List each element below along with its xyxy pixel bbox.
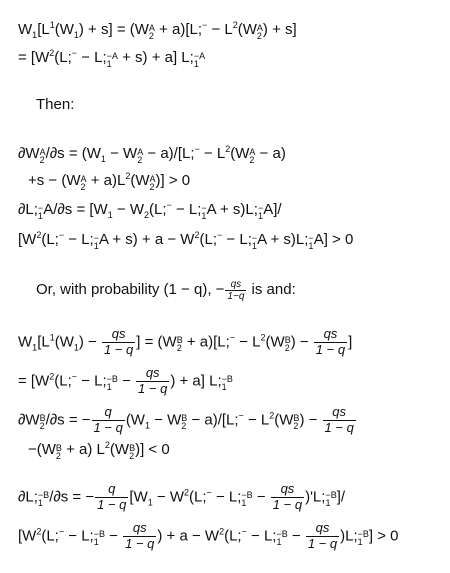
equation-1-line-2: = [$W^2(L;^- - L$; −A 1 + s) + a] L; −A 1 [18, 48, 206, 69]
equation-2-line-1: ∂W A 2 $/\partial s = (W_1 - W$ A 2 − a)/[L;− − $L^2(W$ A 2 − a) [18, 144, 286, 165]
then-label: Then: [36, 96, 75, 113]
equation-3-line-2: = [$W^2(L;^- - L$; −B 1 − $\frac{qs}{1 - q}$ ) + a] L; −B 1 [18, 365, 233, 396]
equation-3-line-4: −(W B 2 + a) $L^2(W$ B 2 )] < 0 [28, 440, 170, 461]
equation-2-line-3: ∂L; − 1 $A/\partial s = [W_1$ − $W_2(L;^- - L$; − 1 A + s)L; − 1 A]/ [18, 200, 282, 221]
equation-3-line-3: ∂W B 2 /∂s = − $\frac{q}{1 - q}$ ($W_1 - W$ B 2 − a)/[L;− − $L^2(W$ B 2 ) − $\frac{qs}{1 - q}$ [18, 404, 354, 435]
equation-3-line-1: $W_1[L^1(W_1)$ − $\frac{qs}{1 - q}$ ] = (W B 2 + a)[L;− − $L^2(W$ B 2 ) − $\frac{qs}{1 - q}$ ] [18, 326, 353, 357]
equation-2-line-4: [$W^2(L;^- - L$; − 1 $A + s) + a - W^2(L;^- - L$; − 1 A + s)L; − 1 A] > 0 [18, 230, 354, 251]
equation-3-line-5: ∂L; −B 1 /∂s = − $\frac{q}{1 - q}$ [$W_1$ − $W^2(L;^- - L$; −B 1 − $\frac{qs}{1 - q}$ )'L; −B 1 ]/ [18, 481, 346, 512]
equation-2-line-2: +s − (W A 2 + $a)L^2(W$ A 2 )] > 0 [28, 171, 191, 192]
equation-1-line-1: $W_1[L^1(W_1) + s] = (W$ A 2 + a)[L;− − $L^2(W$ A 2 ) + s] [18, 20, 297, 41]
equation-3-line-6: [$W^2(L;^- - L$; −B 1 − $\frac{qs}{1 - q}$ ) + $a - W^2(L;^- - L$; −B 1 − $\frac{qs}{1 - q}$ )L; −B 1 ] > 0 [18, 520, 399, 551]
probability-text: Or, with probability (1 − q), − $\frac{qs}{1-q}$ is and: [36, 279, 296, 302]
